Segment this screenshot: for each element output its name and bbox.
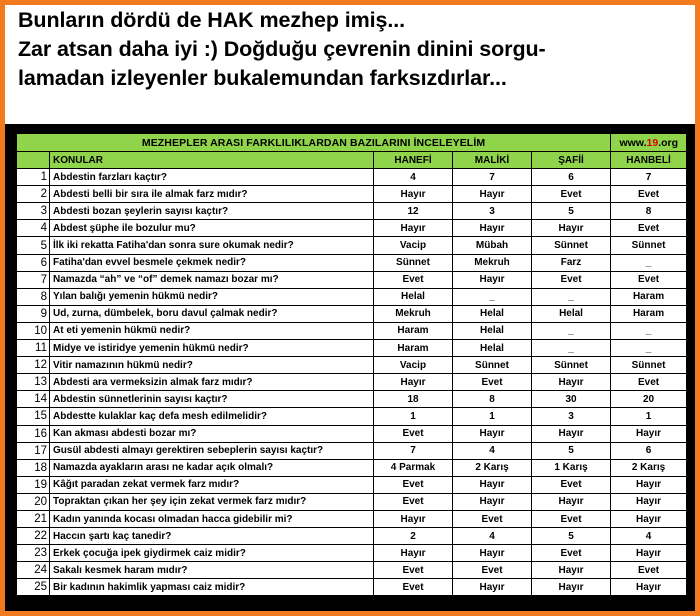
hanefi-cell: Hayır [374,510,453,527]
maliki-cell: Helal [453,322,532,339]
madhhab-comparison-table [16,133,687,596]
hanbeli-cell: Evet [611,562,687,579]
table-row [17,562,687,579]
row-number: 14 [17,391,50,408]
hanefi-cell: Hayır [374,186,453,203]
maliki-cell: Mekruh [453,254,532,271]
hanefi-cell: Helal [374,288,453,305]
header-hanefi: HANEFİ [374,152,453,169]
hanefi-cell: Evet [374,476,453,493]
safii-cell: Hayır [532,374,611,391]
header-maliki: MALİKİ [453,152,532,169]
row-number: 11 [17,340,50,357]
safii-cell: _ [532,322,611,339]
maliki-cell: 7 [453,169,532,186]
maliki-cell: 4 [453,442,532,459]
maliki-cell: 4 [453,528,532,545]
hanefi-cell: Haram [374,322,453,339]
site-suffix: .org [658,136,679,149]
header-safii: ŞAFİİ [532,152,611,169]
maliki-cell: Evet [453,374,532,391]
table-row [17,186,687,203]
hanbeli-cell: Haram [611,305,687,322]
safii-cell: Evet [532,545,611,562]
question-cell: Abdesti bozan şeylerin sayısı kaçtır? [50,203,374,220]
safii-cell: Evet [532,510,611,527]
table-row [17,322,687,339]
row-number: 21 [17,510,50,527]
header-topics: KONULAR [50,152,374,169]
maliki-cell: 8 [453,391,532,408]
site-prefix: www. [619,136,647,149]
table-row [17,545,687,562]
question-cell: Namazda ayakların arası ne kadar açık olmalı? [50,459,374,476]
hanbeli-cell: Hayır [611,510,687,527]
hanefi-cell: 2 [374,528,453,545]
row-number-header [17,152,50,169]
table-row [17,305,687,322]
safii-cell: 1 Karış [532,459,611,476]
hanefi-cell: Evet [374,493,453,510]
question-cell: Ud, zurna, dümbelek, boru davul çalmak nedir? [50,305,374,322]
hanbeli-cell: Evet [611,186,687,203]
row-number: 16 [17,425,50,442]
safii-cell: Evet [532,476,611,493]
table-row [17,528,687,545]
hanbeli-cell: _ [611,322,687,339]
row-number: 2 [17,186,50,203]
row-number: 12 [17,357,50,374]
row-number: 15 [17,408,50,425]
hanefi-cell: Mekruh [374,305,453,322]
hanefi-cell: Evet [374,579,453,596]
question-cell: Fatiha'dan evvel besmele çekmek nedir? [50,254,374,271]
hanbeli-cell: 20 [611,391,687,408]
hanefi-cell: Haram [374,340,453,357]
hanbeli-cell: 7 [611,169,687,186]
hanefi-cell: 4 Parmak [374,459,453,476]
site-number: 19 [646,136,659,149]
row-number: 10 [17,322,50,339]
row-number: 18 [17,459,50,476]
table-row [17,169,687,186]
table-row [17,391,687,408]
hanefi-cell: Evet [374,271,453,288]
maliki-cell: Hayır [453,271,532,288]
table-row [17,237,687,254]
safii-cell: Hayır [532,493,611,510]
hanbeli-cell: Sünnet [611,357,687,374]
question-cell: Sakalı kesmek haram mıdır? [50,562,374,579]
table-row [17,220,687,237]
table-row [17,408,687,425]
safii-cell: Hayır [532,425,611,442]
headline-line-2: Zar atsan daha iyi :) Doğduğu çevrenin dinini sorgu- [18,37,546,61]
table-row [17,510,687,527]
question-cell: Abdestte kulaklar kaç defa mesh edilmelidir? [50,408,374,425]
hanefi-cell: 1 [374,408,453,425]
hanefi-cell: Vacip [374,357,453,374]
safii-cell: Sünnet [532,237,611,254]
hanbeli-cell: _ [611,340,687,357]
maliki-cell: Evet [453,510,532,527]
safii-cell: Hayır [532,562,611,579]
hanefi-cell: Evet [374,562,453,579]
maliki-cell: Helal [453,305,532,322]
hanefi-cell: 4 [374,169,453,186]
safii-cell: 5 [532,528,611,545]
table-row [17,374,687,391]
table-header-row [17,152,687,169]
maliki-cell: Hayır [453,186,532,203]
maliki-cell: Helal [453,340,532,357]
hanefi-cell: 7 [374,442,453,459]
maliki-cell: Evet [453,562,532,579]
maliki-cell: Hayır [453,579,532,596]
maliki-cell: Sünnet [453,357,532,374]
maliki-cell: Hayır [453,493,532,510]
row-number: 5 [17,237,50,254]
safii-cell: 5 [532,203,611,220]
safii-cell: _ [532,288,611,305]
row-number: 22 [17,528,50,545]
headline [18,6,688,93]
table-row [17,493,687,510]
hanbeli-cell: Evet [611,271,687,288]
hanbeli-cell: Hayır [611,545,687,562]
safii-cell: Helal [532,305,611,322]
hanbeli-cell: Evet [611,220,687,237]
hanefi-cell: Evet [374,425,453,442]
table-row [17,357,687,374]
table-title: MEZHEPLER ARASI FARKLILIKLARDAN BAZILARINI İNCELEYELİM [17,134,611,152]
hanbeli-cell: 8 [611,203,687,220]
table-row [17,425,687,442]
safii-cell: 6 [532,169,611,186]
hanbeli-cell: 1 [611,408,687,425]
question-cell: Topraktan çıkan her şey için zekat vermek farz mıdır? [50,493,374,510]
safii-cell: Farz [532,254,611,271]
table-row [17,459,687,476]
safii-cell: Hayır [532,579,611,596]
maliki-cell: 2 Karış [453,459,532,476]
safii-cell: Evet [532,186,611,203]
hanbeli-cell: Hayır [611,425,687,442]
table-title-row [17,134,687,152]
question-cell: At eti yemenin hükmü nedir? [50,322,374,339]
table-row [17,442,687,459]
row-number: 1 [17,169,50,186]
row-number: 9 [17,305,50,322]
row-number: 7 [17,271,50,288]
question-cell: Haccın şartı kaç tanedir? [50,528,374,545]
row-number: 17 [17,442,50,459]
row-number: 25 [17,579,50,596]
hanefi-cell: 18 [374,391,453,408]
safii-cell: 30 [532,391,611,408]
question-cell: Kadın yanında kocası olmadan hacca gidebilir mi? [50,510,374,527]
table-row [17,254,687,271]
question-cell: Vitir namazının hükmü nedir? [50,357,374,374]
question-cell: Abdestin sünnetlerinin sayısı kaçtır? [50,391,374,408]
hanefi-cell: Hayır [374,374,453,391]
row-number: 3 [17,203,50,220]
question-cell: Bir kadının hakimlik yapması caiz midir? [50,579,374,596]
hanefi-cell: Hayır [374,220,453,237]
question-cell: Gusül abdesti almayı gerektiren sebeplerin sayısı kaçtır? [50,442,374,459]
maliki-cell: Hayır [453,425,532,442]
maliki-cell: Hayır [453,545,532,562]
row-number: 20 [17,493,50,510]
maliki-cell: Hayır [453,476,532,493]
question-cell: Yılan balığı yemenin hükmü nedir? [50,288,374,305]
question-cell: Abdesti belli bir sıra ile almak farz mıdır? [50,186,374,203]
hanbeli-cell: Sünnet [611,237,687,254]
hanbeli-cell: Haram [611,288,687,305]
maliki-cell: 3 [453,203,532,220]
maliki-cell: Hayır [453,220,532,237]
question-cell: Abdest şüphe ile bozulur mu? [50,220,374,237]
question-cell: Namazda “ah” ve “of” demek namazı bozar mı? [50,271,374,288]
headline-line-3: lamadan izleyenler bukalemundan farksızdırlar... [18,66,507,90]
row-number: 8 [17,288,50,305]
hanefi-cell: Sünnet [374,254,453,271]
hanbeli-cell: 2 Karış [611,459,687,476]
hanbeli-cell: Hayır [611,579,687,596]
hanbeli-cell: 4 [611,528,687,545]
hanefi-cell: Vacip [374,237,453,254]
maliki-cell: _ [453,288,532,305]
safii-cell: 5 [532,442,611,459]
hanbeli-cell: Evet [611,374,687,391]
question-cell: Midye ve istiridye yemenin hükmü nedir? [50,340,374,357]
question-cell: Abdesti ara vermeksizin almak farz mıdır? [50,374,374,391]
maliki-cell: Mübah [453,237,532,254]
safii-cell: Sünnet [532,357,611,374]
row-number: 23 [17,545,50,562]
row-number: 19 [17,476,50,493]
hanbeli-cell: _ [611,254,687,271]
table-row [17,579,687,596]
safii-cell: 3 [532,408,611,425]
question-cell: İlk iki rekatta Fatiha'dan sonra sure okumak nedir? [50,237,374,254]
maliki-cell: 1 [453,408,532,425]
hanefi-cell: 12 [374,203,453,220]
header-hanbeli: HANBELİ [611,152,687,169]
hanbeli-cell: Hayır [611,493,687,510]
table-row [17,476,687,493]
site-link[interactable] [611,134,687,152]
safii-cell: _ [532,340,611,357]
table-row [17,288,687,305]
table-row [17,271,687,288]
question-cell: Abdestin farzları kaçtır? [50,169,374,186]
question-cell: Kâğıt paradan zekat vermek farz mıdır? [50,476,374,493]
hanbeli-cell: 6 [611,442,687,459]
hanefi-cell: Hayır [374,545,453,562]
row-number: 4 [17,220,50,237]
safii-cell: Evet [532,271,611,288]
table-row [17,340,687,357]
row-number: 24 [17,562,50,579]
row-number: 13 [17,374,50,391]
hanbeli-cell: Hayır [611,476,687,493]
row-number: 6 [17,254,50,271]
headline-line-1: Bunların dördü de HAK mezhep imiş... [18,8,406,32]
safii-cell: Hayır [532,220,611,237]
table-row [17,203,687,220]
question-cell: Kan akması abdesti bozar mı? [50,425,374,442]
question-cell: Erkek çocuğa ipek giydirmek caiz midir? [50,545,374,562]
